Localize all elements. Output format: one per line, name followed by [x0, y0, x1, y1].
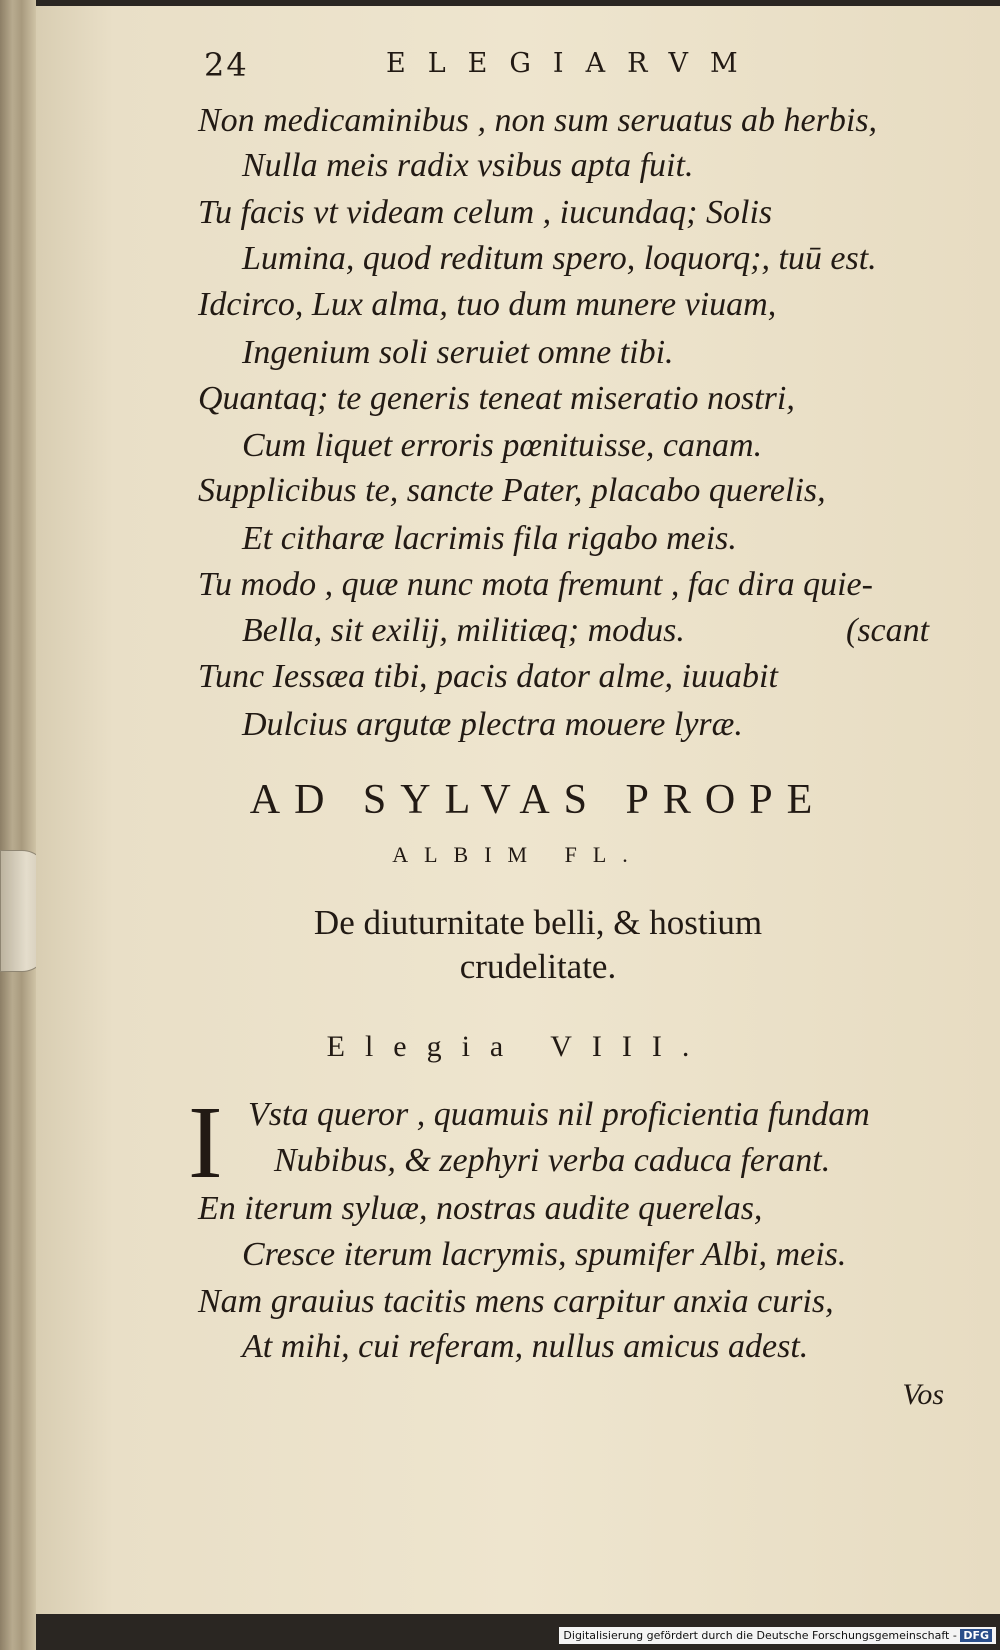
- poem-title-line2: ALBIM FL.: [392, 842, 644, 867]
- page-number: 24: [204, 46, 249, 84]
- subtitle-line: crudelitate.: [459, 947, 617, 986]
- verse-line: Non medicaminibus , non sum seruatus ab herbis,: [198, 102, 878, 139]
- book-edge: [0, 0, 36, 1650]
- verse-line: At mihi, cui referam, nullus amicus adest.: [242, 1328, 809, 1365]
- verse-line: Cresce iterum lacrymis, spumifer Albi, meis.: [242, 1236, 847, 1273]
- turnover-word: (scant: [846, 612, 930, 649]
- book-page: [36, 6, 1000, 1614]
- verse-line: Et citharæ lacrimis fila rigabo meis.: [242, 520, 737, 557]
- running-head: ELEGIARVM: [386, 48, 760, 79]
- verse-line: Supplicibus te, sancte Pater, placabo querelis,: [198, 472, 826, 509]
- credit-text: Digitalisierung gefördert durch die Deutsche Forschungsgemeinschaft -: [563, 1629, 957, 1642]
- digitization-credit: [559, 1627, 996, 1644]
- verse-line: Idcirco, Lux alma, tuo dum munere viuam,: [198, 286, 777, 323]
- verse-line: En iterum syluæ, nostras audite querelas,: [198, 1190, 763, 1227]
- dfg-badge: DFG: [960, 1629, 992, 1642]
- verse-line: Nubibus, & zephyri verba caduca ferant.: [274, 1142, 831, 1179]
- elegy-heading: Elegia VIII.: [326, 1030, 710, 1063]
- poem-title: AD SYLVAS PROPE: [249, 777, 827, 823]
- verse-line: Tunc Iessæa tibi, pacis dator alme, iuuabit: [198, 658, 778, 695]
- verse-line: Quantaq; te generis teneat miseratio nostri,: [198, 380, 795, 417]
- verse-line: Tu facis vt videam celum , iucundaq; Solis: [198, 194, 773, 231]
- verse-line: Dulcius argutæ plectra mouere lyræ.: [242, 706, 743, 743]
- verse-line: Cum liquet erroris pœnituisse, canam.: [242, 427, 763, 464]
- catchword: Vos: [902, 1378, 944, 1411]
- verse-line: Bella, sit exilij, militiæq; modus.: [242, 612, 685, 649]
- verse-line: Tu modo , quæ nunc mota fremunt , fac dira quie-: [198, 566, 873, 603]
- verse-line: Nulla meis radix vsibus apta fuit.: [242, 147, 694, 184]
- subtitle-line: De diuturnitate belli, & hostium: [313, 903, 763, 942]
- verse-line: Lumina, quod reditum spero, loquorq;, tuū est.: [242, 240, 877, 277]
- drop-capital: I: [188, 1085, 223, 1200]
- verse-line: Ingenium soli seruiet omne tibi.: [242, 334, 674, 371]
- verse-line: Nam grauius tacitis mens carpitur anxia curis,: [198, 1283, 834, 1320]
- poem-subtitle: [36, 901, 1000, 989]
- verse-line: Vsta queror , quamuis nil proficientia fundam: [248, 1096, 870, 1133]
